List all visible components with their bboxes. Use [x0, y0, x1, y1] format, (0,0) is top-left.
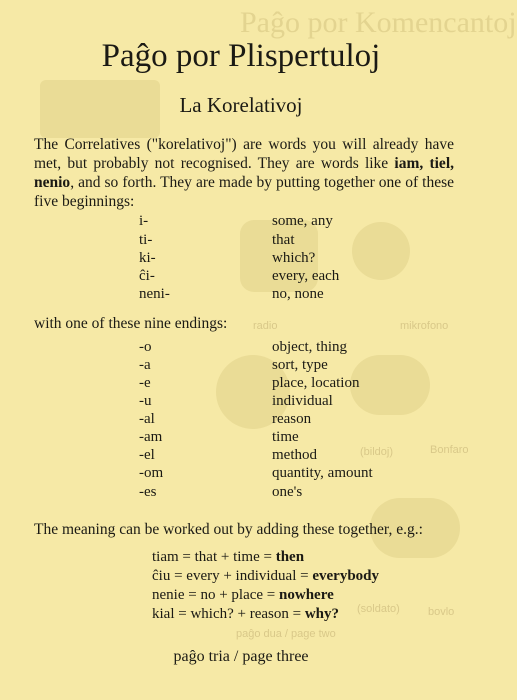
- beginning-meaning: every, each: [272, 268, 340, 284]
- ending-meaning: sort, type: [272, 357, 328, 373]
- beginning-prefix: i-: [139, 213, 149, 229]
- example-formula: tiam = that + time =: [152, 549, 276, 565]
- example-result: why?: [304, 606, 340, 622]
- show-through-top-text: Paĝo por Komencantoj: [240, 6, 517, 39]
- example-line: [152, 567, 379, 586]
- show-through-label: mikrofono: [400, 320, 449, 332]
- beginning-prefix: ki-: [139, 250, 156, 266]
- ending-meaning: one's: [272, 484, 303, 500]
- beginning-meaning: no, none: [272, 286, 324, 302]
- example-result: nowhere: [279, 587, 334, 603]
- ending-suffix: -es: [139, 484, 157, 500]
- ending-meaning: place, location: [272, 375, 360, 391]
- ending-meaning: method: [272, 447, 317, 463]
- show-through-label: Bonfaro: [430, 444, 469, 456]
- ending-suffix: -om: [139, 465, 164, 481]
- ending-meaning: quantity, amount: [272, 465, 373, 481]
- example-result: then: [275, 549, 305, 565]
- endings-intro: with one of these nine endings:: [34, 315, 228, 332]
- beginning-prefix: ĉi-: [139, 268, 155, 284]
- page-title: Paĝo por Plispertuloj: [101, 38, 381, 74]
- page-subtitle: La Korelativoj: [179, 93, 303, 117]
- beginning-prefix: neni-: [139, 286, 170, 302]
- intro-text-end: , and so forth. They are made by putting together one of these five beginnings:: [34, 174, 454, 210]
- ending-meaning: object, thing: [272, 339, 347, 355]
- ending-suffix: -e: [139, 375, 151, 391]
- show-through-label: (soldato): [357, 603, 400, 615]
- meaning-intro: The meaning can be worked out by adding these together, e.g.:: [34, 521, 423, 538]
- example-formula: nenie = no + place =: [152, 587, 280, 603]
- page-footer: paĝo tria / page three: [173, 648, 309, 665]
- show-through-label: radio: [253, 320, 278, 332]
- ending-meaning: individual: [272, 393, 333, 409]
- ending-suffix: -am: [139, 429, 163, 445]
- intro-example-words: iam, tiel, nenio: [34, 155, 454, 191]
- example-line: [152, 586, 379, 605]
- show-through-block: [350, 355, 430, 415]
- example-result: everybody: [312, 568, 380, 584]
- example-line: [152, 605, 379, 624]
- show-through-label: paĝo dua / page two: [236, 628, 336, 640]
- show-through-block: [352, 222, 410, 280]
- ending-suffix: -el: [139, 447, 155, 463]
- beginning-meaning: which?: [272, 250, 316, 266]
- show-through-label: bovlo: [428, 606, 455, 618]
- beginning-meaning: some, any: [272, 213, 333, 229]
- example-line: [152, 548, 379, 567]
- show-through-label: (bildoj): [360, 446, 394, 458]
- ending-suffix: -u: [139, 393, 152, 409]
- ending-meaning: reason: [272, 411, 312, 427]
- ending-suffix: -o: [139, 339, 152, 355]
- ending-meaning: time: [272, 429, 299, 445]
- ending-suffix: -al: [139, 411, 155, 427]
- beginning-prefix: ti-: [139, 232, 153, 248]
- intro-paragraph: [34, 135, 454, 211]
- beginning-meaning: that: [272, 232, 295, 248]
- example-formula: kial = which? + reason =: [152, 606, 305, 622]
- examples-list: [152, 548, 379, 624]
- ending-suffix: -a: [139, 357, 151, 373]
- example-formula: ĉiu = every + individual =: [152, 568, 313, 584]
- intro-text: The Correlatives ("korelativoj") are words you will already have met, but probably not recognised. They are words like: [34, 136, 454, 172]
